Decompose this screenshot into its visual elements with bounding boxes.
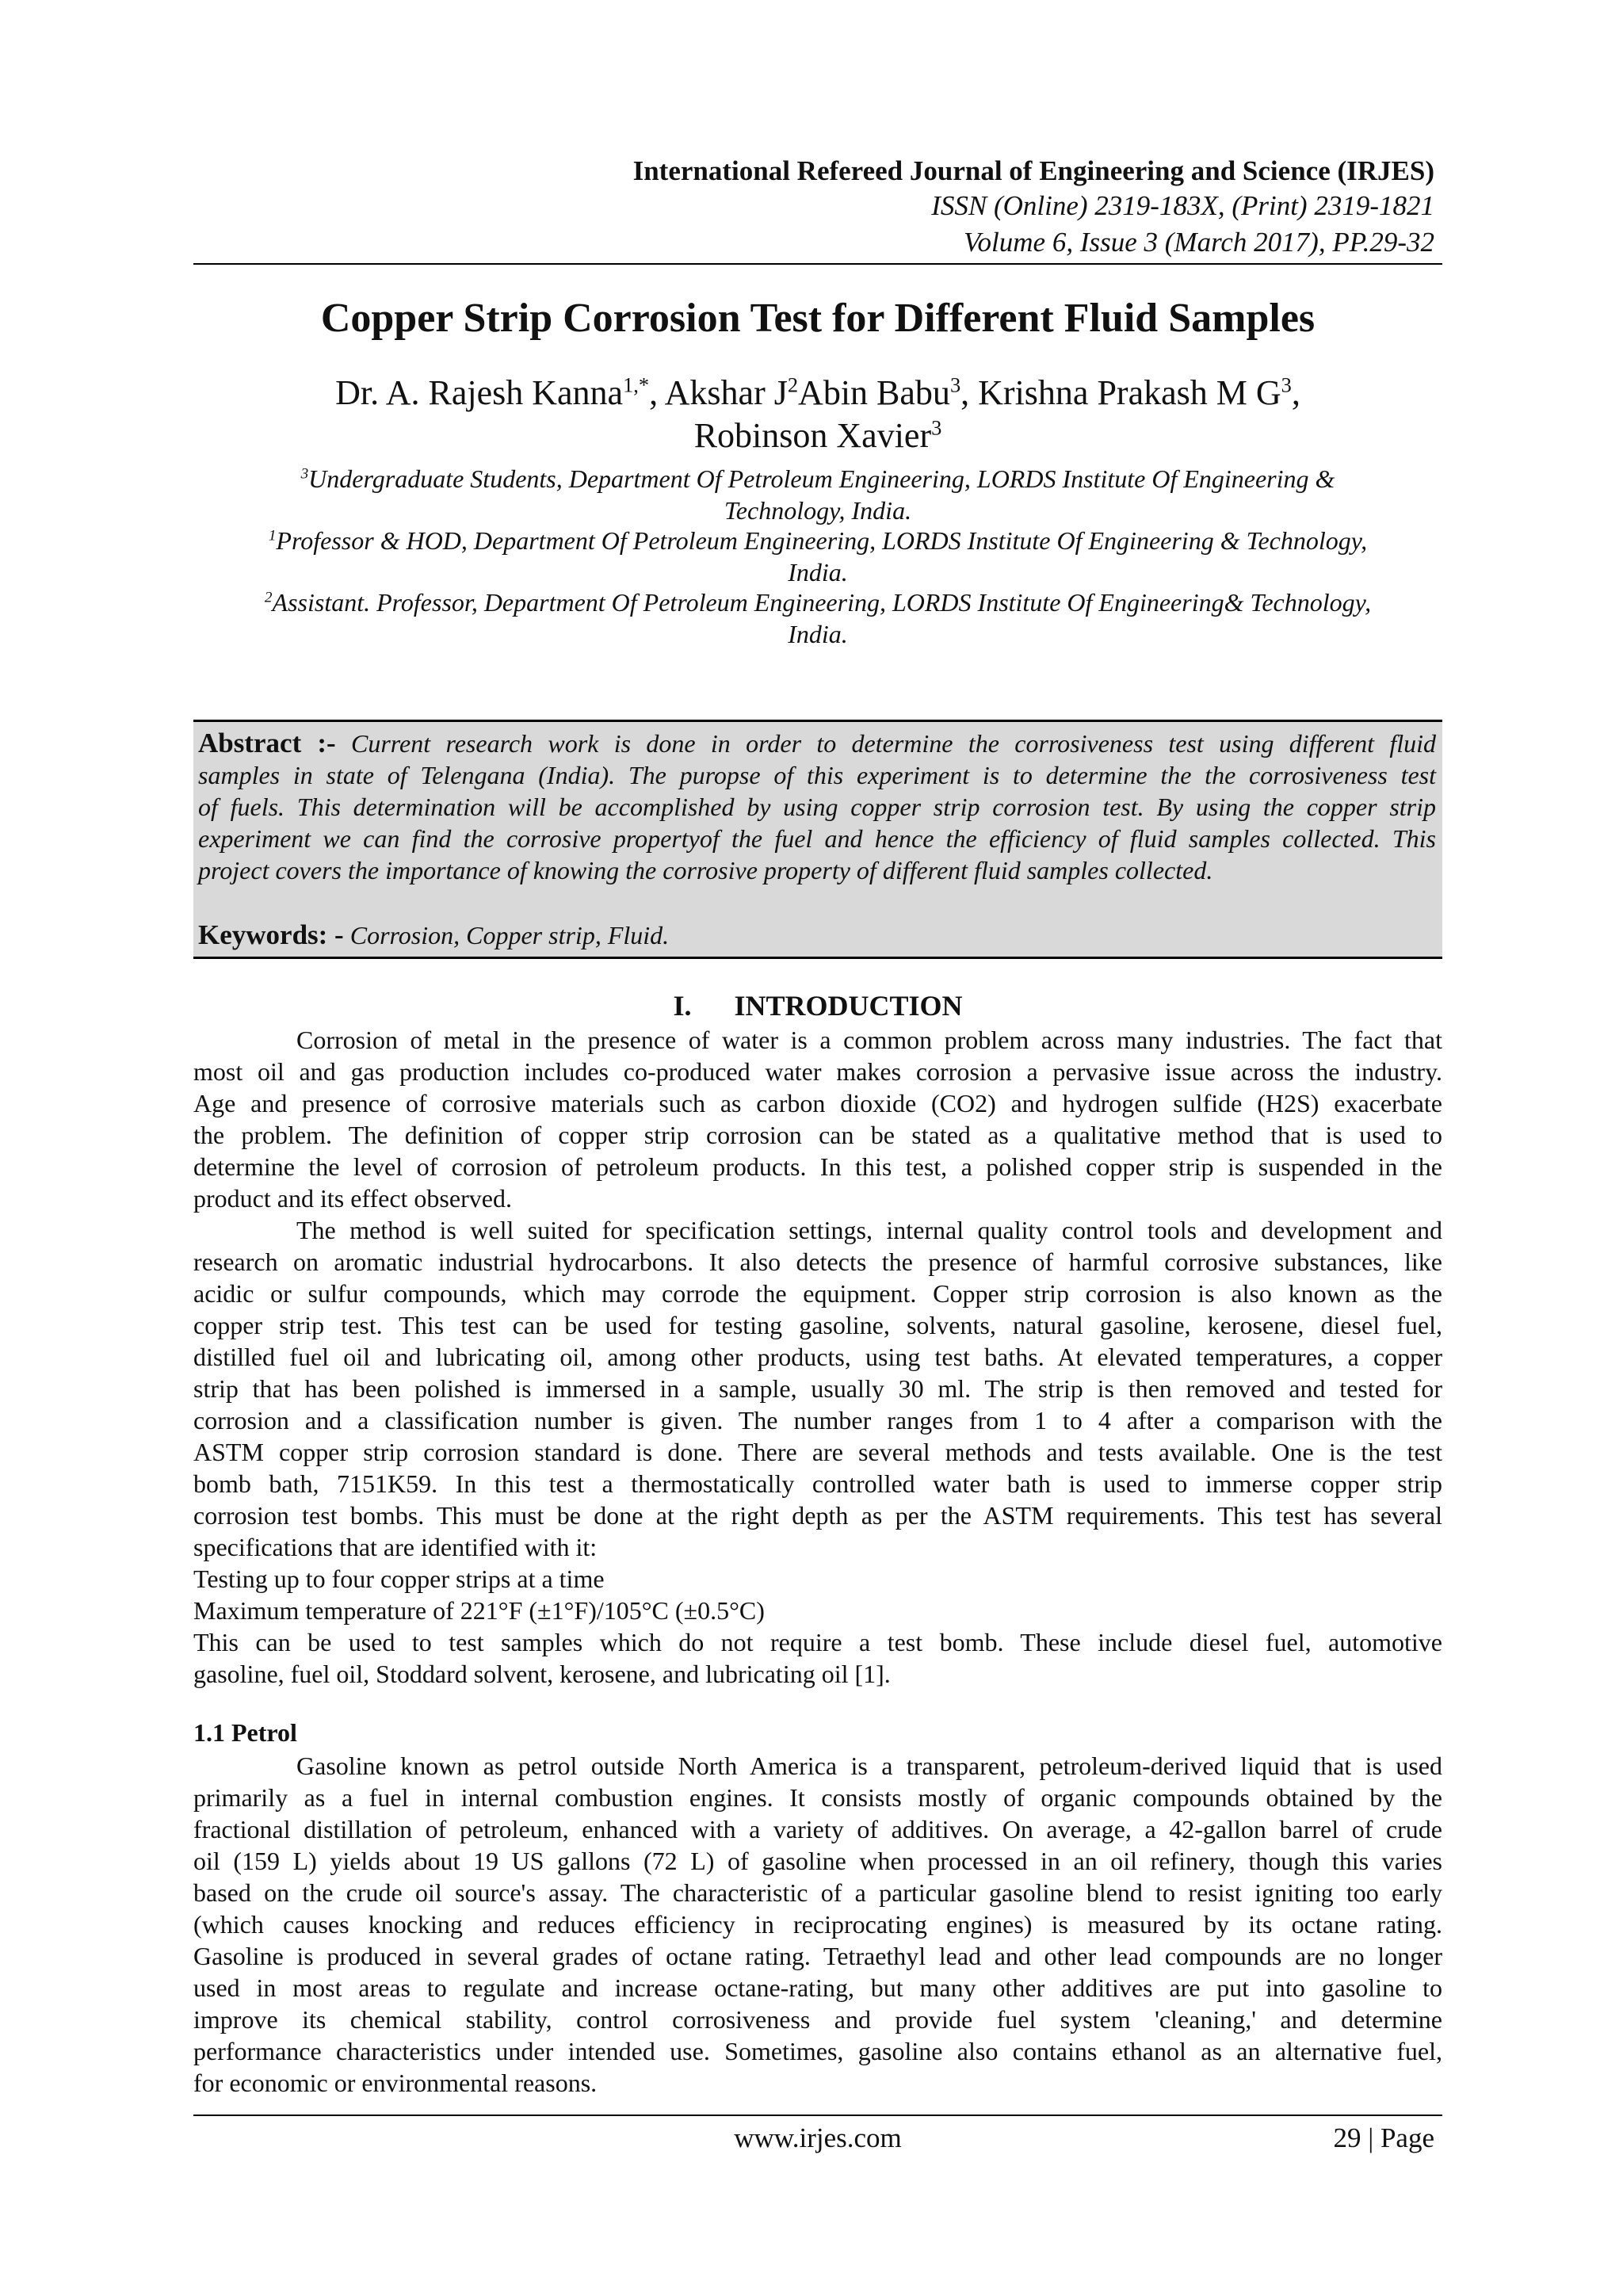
affiliation-1-line-2: India. [788,558,848,586]
abstract-line-2: samples in state of Telengana (India). The puropse of this experiment is to determine the the corrosiveness test [198,761,1436,789]
petrol-line: primarily as a fuel in internal combustion engines. It consists mostly of organic compounds obtained by the [193,1783,1442,1812]
author-4-tail: , [1291,373,1300,412]
intro-line: Maximum temperature of 221°F (±1°F)/105°C (±0.5°C) [193,1596,765,1625]
intro-line: bomb bath, 7151K59. In this test a thermostatically controlled water bath is used to immerse copper strip [193,1469,1442,1498]
header-rule [193,263,1442,265]
author-line-2 [193,415,1442,456]
author-5: Robinson Xavier [693,416,932,455]
section-heading-petrol: 1.1 Petrol [193,1718,297,1747]
intro-line: determine the level of corrosion of petroleum products. In this test, a polished copper strip is suspended in the [193,1152,1442,1181]
author-3: Abin Babu [798,373,950,412]
affiliation-2-line-2: India. [788,620,848,648]
keywords-text: Corrosion, Copper strip, Fluid. [349,921,670,949]
intro-line: gasoline, fuel oil, Stoddard solvent, kerosene, and lubricating oil [1]. [193,1660,891,1688]
petrol-line: (which causes knocking and reduces efficiency in reciprocating engines) is measured by its octane rating. [193,1910,1442,1939]
intro-line: acidic or sulfur compounds, which may corrode the equipment. Copper strip corrosion is also known as the [193,1279,1442,1308]
footer-rule [193,2115,1442,2116]
petrol-line: for economic or environmental reasons. [193,2069,598,2097]
affiliation-3-line-1 [193,464,1442,494]
intro-line: ASTM copper strip corrosion standard is done. There are several methods and tests available. One is the test [193,1438,1442,1466]
petrol-line: Gasoline is produced in several grades of octane rating. Tetraethyl lead and other lead compounds are no longer [193,1942,1442,1970]
paper-title: Copper Strip Corrosion Test for Different Fluid Samples [320,296,1316,341]
author-3-sup: 3 [949,372,961,397]
affiliation-2-sup: 2 [264,589,273,606]
intro-line: copper strip test. This test can be used for testing gasoline, solvents, natural gasoline, kerosene, diesel fuel, [193,1311,1442,1339]
abstract-line-1 [198,728,1436,759]
footer-url: www.irjes.com [734,2122,902,2153]
author-1: Dr. A. Rajesh Kanna [335,373,624,412]
volume-line: Volume 6, Issue 3 (March 2017), PP.29-32 [964,227,1434,258]
petrol-line: improve its chemical stability, control corrosiveness and provide fuel system 'cleaning,' and determine [193,2005,1442,2034]
author-4-sup: 3 [1281,372,1292,397]
intro-line: This can be used to test samples which do not require a test bomb. These include diesel fuel, automotive [193,1628,1442,1656]
intro-line: strip that has been polished is immersed in a sample, usually 30 ml. The strip is then removed and tested for [193,1374,1442,1403]
affiliation-3-sup: 3 [300,465,309,483]
petrol-line: oil (159 L) yields about 19 US gallons (72 L) of gasoline when processed in an oil refinery, though this varies [193,1847,1442,1875]
author-4: , Krishna Prakash M G [960,373,1281,412]
affiliation-1-line-1 [193,526,1442,556]
petrol-line: fractional distillation of petroleum, enhanced with a variety of additives. On average, a 42-gallon barrel of crude [193,1815,1442,1843]
intro-line: Testing up to four copper strips at a time [193,1564,605,1593]
keywords-label: Keywords: - [198,919,344,950]
intro-line: corrosion test bombs. This must be done at the right depth as per the ASTM requirements. This test has several [193,1501,1442,1530]
abstract-line-4: experiment we can find the corrosive propertyof the fuel and hence the efficiency of fluid samples collected. This [198,824,1436,853]
intro-line: Corrosion of metal in the presence of water is a common problem across many industries. The fact that [296,1026,1442,1054]
petrol-line: performance characteristics under intended use. Sometimes, gasoline also contains ethanol as an alternative fuel, [193,2037,1442,2065]
author-5-sup: 3 [931,415,942,440]
footer-page-number: 29 | Page [1333,2122,1434,2153]
affiliation-3-line-2: Technology, India. [724,496,912,525]
affiliation-3-text: Undergraduate Students, Department Of Petroleum Engineering, LORDS Institute Of Engineering & [308,464,1335,493]
affiliation-2-line-1 [193,588,1442,617]
author-line-1 [193,372,1442,413]
intro-line: corrosion and a classification number is given. The number ranges from 1 to 4 after a comparison with the [193,1406,1442,1435]
petrol-line: based on the crude oil source's assay. The characteristic of a particular gasoline blend to resist igniting too early [193,1878,1442,1907]
intro-line: The method is well suited for specification settings, internal quality control tools and development and [296,1216,1442,1244]
author-1-sup: 1,* [623,372,650,397]
abstract-text-1: Current research work is done in order to determine the corrosiveness test using different fluid [350,729,1437,758]
intro-heading: I. INTRODUCTION [673,990,963,1022]
author-2: , Akshar J [649,373,788,412]
intro-line: the problem. The definition of copper strip corrosion can be stated as a qualitative method that is used to [193,1121,1442,1149]
abstract-line-5: project covers the importance of knowing the corrosive property of different fluid samples collected. [198,856,1213,884]
intro-line: research on aromatic industrial hydrocarbons. It also detects the presence of harmful corrosive substances, like [193,1247,1442,1276]
keywords-line [198,919,1436,951]
petrol-line: used in most areas to regulate and increase octane-rating, but many other additives are put into gasoline to [193,1973,1442,2002]
abstract-line-3: of fuels. This determination will be accomplished by using copper strip corrosion test. By using the copper strip [198,793,1436,821]
abstract-label: Abstract :- [198,728,336,758]
affiliation-1-sup: 1 [268,527,277,544]
intro-line: most oil and gas production includes co-produced water makes corrosion a pervasive issue across the industry. [193,1057,1442,1086]
intro-line: product and its effect observed. [193,1184,512,1213]
intro-line: specifications that are identified with it: [193,1533,598,1561]
petrol-line: Gasoline known as petrol outside North America is a transparent, petroleum-derived liquid that is used [296,1752,1442,1780]
journal-name: International Refereed Journal of Engineering and Science (IRJES) [632,155,1434,186]
issn-line: ISSN (Online) 2319-183X, (Print) 2319-1821 [931,190,1434,221]
intro-line: Age and presence of corrosive materials such as carbon dioxide (CO2) and hydrogen sulfide (H2S) exacerbate [193,1089,1442,1117]
affiliation-2-text: Assistant. Professor, Department Of Petroleum Engineering, LORDS Institute Of Engineering& Technology, [272,588,1372,617]
affiliation-1-text: Professor & HOD, Department Of Petroleum Engineering, LORDS Institute Of Engineering & Technology, [276,526,1368,555]
author-2-sup: 2 [787,372,799,397]
intro-line: distilled fuel oil and lubricating oil, among other products, using test baths. At elevated temperatures, a copper [193,1343,1442,1371]
